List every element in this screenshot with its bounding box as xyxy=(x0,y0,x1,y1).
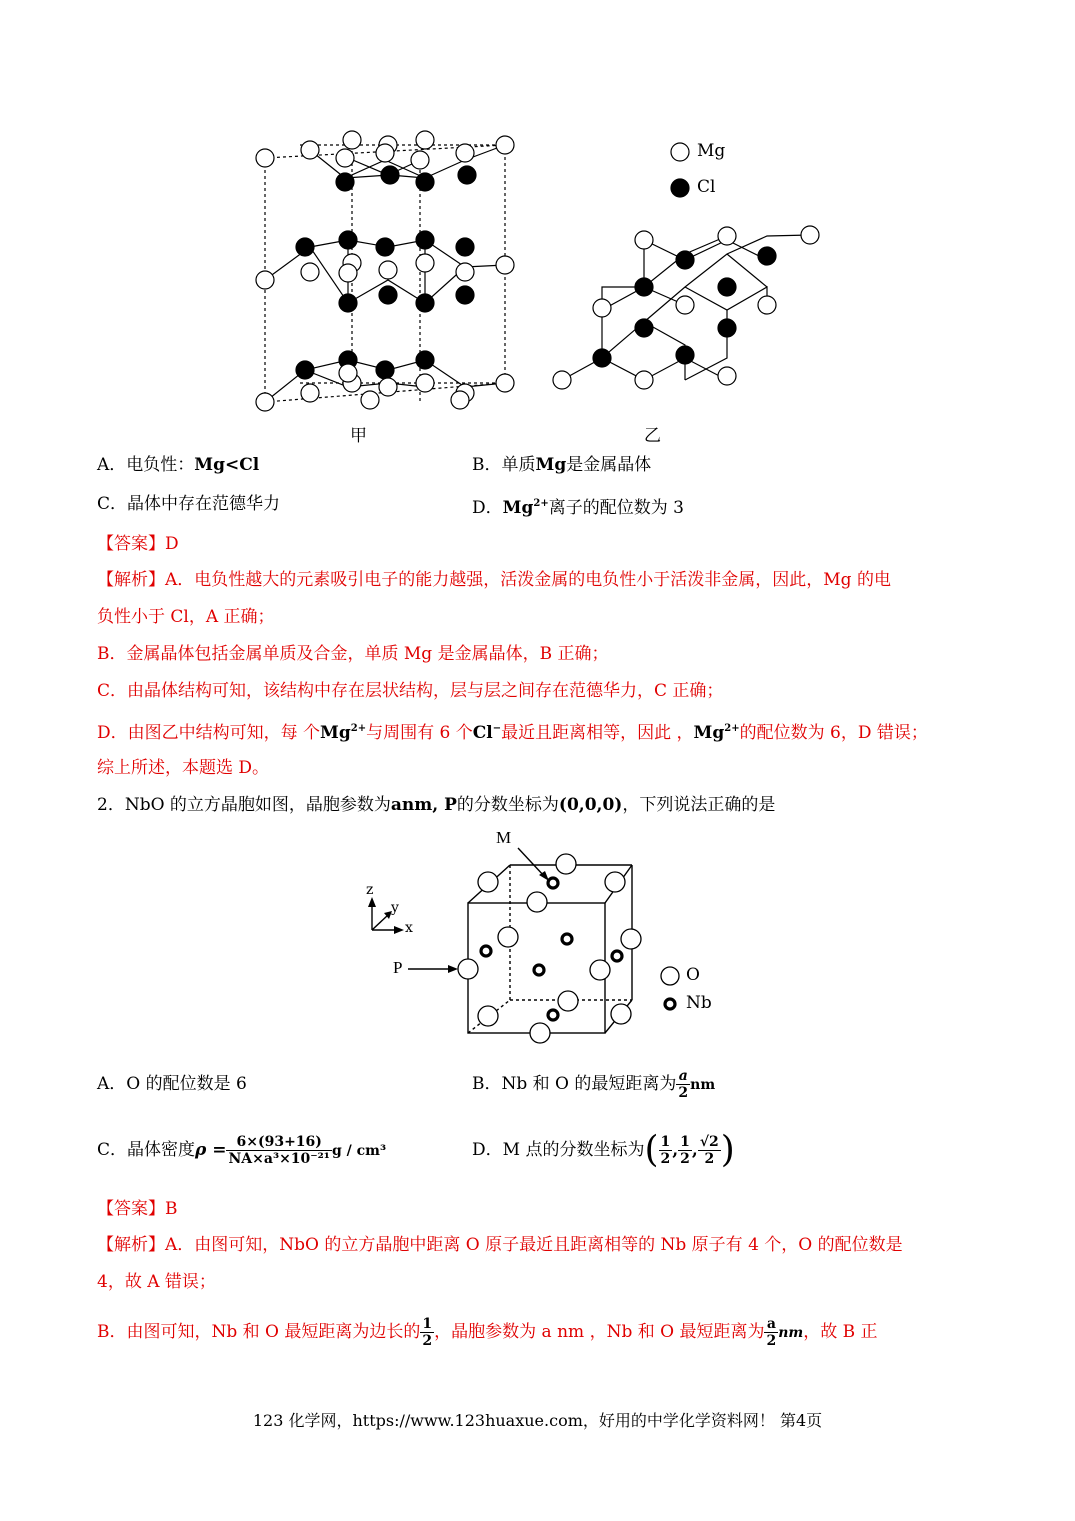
q1-analysis-line4: C．由晶体结构可知，该结构中存在层状结构，层与层之间存在范德华力，C 正确； xyxy=(97,681,724,701)
q2-option-b: B．Nb 和 O 的最短距离为 $\frac{a}{2}$ nm xyxy=(472,1068,716,1101)
q1-option-b: B．单质Mg是金属晶体 xyxy=(472,455,652,475)
label-m: M xyxy=(496,828,512,847)
label-p: P xyxy=(393,958,403,977)
q2-analysis-line2: 4，故 A 错误； xyxy=(97,1272,216,1292)
q1-analysis-line3: B．金属晶体包括金属单质及合金，单质 Mg 是金属晶体，B 正确； xyxy=(97,644,609,664)
legend-nb-label: Nb xyxy=(686,993,712,1013)
page-footer: 123 化学网，https://www.123huaxue.com，好用的中学化学资料网！ 第4页 xyxy=(252,1411,823,1430)
q1-option-d: D．$Mg^{2+}$离子的配位数为 3 xyxy=(472,498,684,518)
legend-mg-label: Mg xyxy=(697,141,726,161)
q2-option-c: C．晶体密度ρ = $\frac{6\times(93+16)}{\text{NA×a³×10⁻²¹}}$ g / cm³ xyxy=(97,1134,387,1167)
caption-yi: 乙 xyxy=(644,426,661,446)
axis-y-label: y xyxy=(391,900,399,916)
q2-stem: 2．NbO 的立方晶胞如图，晶胞参数为anm, P的分数坐标为(0,0,0)，下列说法正确的是 xyxy=(97,795,776,815)
q2-option-d: D．M 点的分数坐标为( $\frac{1}{2}$ , $\frac{1}{2}$ , $\frac{√2}{2}$ ) xyxy=(472,1129,735,1171)
legend-cl-label: Cl xyxy=(697,177,716,197)
q1-answer: 【答案】D xyxy=(97,534,179,554)
q2-option-a: A．O 的配位数是 6 xyxy=(97,1074,247,1094)
q1-analysis-line6: 综上所述，本题选 D。 xyxy=(97,758,270,778)
q1-analysis-line1: 【解析】A．电负性越大的元素吸引电子的能力越强，活泼金属的电负性小于活泼非金属，因此，Mg 的电 xyxy=(97,570,891,590)
axis-z-label: z xyxy=(366,882,374,898)
axis-x-label: x xyxy=(405,920,413,936)
figure-nbo-unit-cell xyxy=(360,825,720,1050)
caption-jia: 甲 xyxy=(350,426,367,446)
legend-o-label: O xyxy=(686,965,700,985)
q1-option-c: C．晶体中存在范德华力 xyxy=(97,494,281,514)
figure-mgcl2-structure xyxy=(240,125,840,425)
q2-analysis-line1: 【解析】A．由图可知，NbO 的立方晶胞中距离 O 原子最近且距离相等的 Nb 原子有 4 个，O 的配位数是 xyxy=(97,1235,903,1255)
q1-option-a: A．电负性：Mg<Cl xyxy=(97,455,260,475)
q1-analysis-line5: D．由图乙中结构可知，每 个$Mg^{2+}$与周围有 6 个Cl−最近且距离相等，因此 ，$Mg^{2+}$的配位数为 6，D 错误； xyxy=(97,723,928,743)
q2-analysis-line3: B．由图可知，Nb 和 O 最短距离为边长的 $\frac{1}{2}$ ，晶胞参数为 a nm ，Nb 和 O 最短距离为 $\frac{a}{2}$ nm，故 B 正 xyxy=(97,1316,878,1349)
q2-answer: 【答案】B xyxy=(97,1199,178,1219)
q1-analysis-line2: 负性小于 Cl，A 正确； xyxy=(97,607,275,627)
